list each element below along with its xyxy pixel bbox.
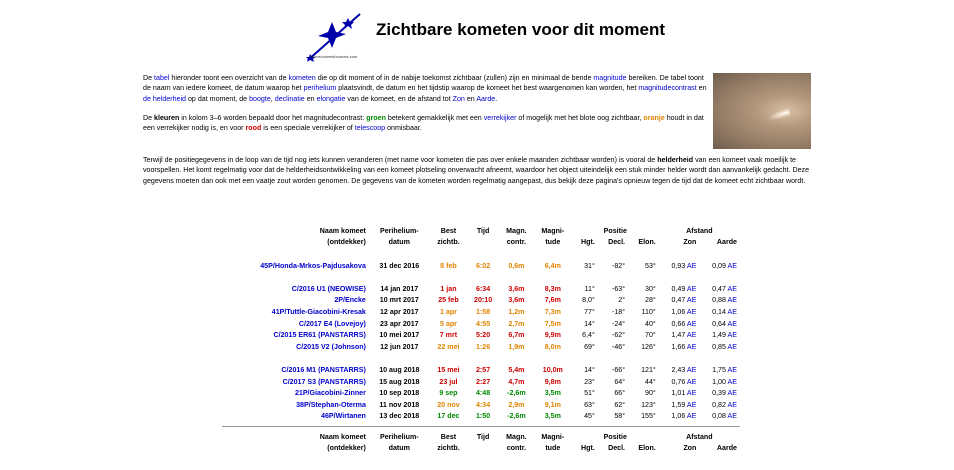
spacer-row	[222, 353, 740, 365]
comet-name-link[interactable]: 21P/Giacobini-Zinner	[294, 389, 366, 398]
value-tude: 6,4m	[544, 261, 561, 270]
value-hoogte: 6,4°	[582, 331, 595, 340]
text-link[interactable]: kometen	[288, 74, 316, 82]
value-zon	[659, 260, 700, 272]
value-declinatie: 58°	[614, 412, 626, 421]
value-best: 23 jul	[439, 377, 458, 386]
text-segment: rood	[245, 124, 262, 133]
value-tude: 8,0m	[544, 342, 561, 351]
text-segment: en	[464, 94, 477, 103]
header-hoogte: Hgt.	[581, 444, 595, 453]
text-link[interactable]: magnitudecontrast	[638, 84, 697, 93]
value-contr: 1,2m	[508, 307, 525, 316]
ae-unit-link[interactable]: AE	[686, 307, 697, 316]
text-segment: en	[304, 94, 317, 103]
value-tijd: 6:34	[475, 284, 491, 293]
value-best: 9 sep	[439, 389, 458, 398]
value-best: 1 jan	[440, 284, 457, 293]
ae-unit-link[interactable]: AE	[686, 389, 697, 398]
distance-value: 1,06	[671, 412, 687, 421]
header-positie[interactable]: Positie	[603, 432, 627, 441]
header-declinatie[interactable]: Decl.	[608, 238, 626, 247]
perihelium-date: 15 aug 2018	[379, 377, 420, 386]
value-elongatie: 53°	[645, 261, 656, 270]
value-zon	[659, 306, 700, 318]
value-contr: 3,6m	[508, 284, 525, 293]
ae-unit-link[interactable]: AE	[686, 377, 697, 386]
header-tijd-2	[467, 443, 499, 455]
value-declinatie: -24°	[611, 319, 626, 328]
value-best: 7 mrt	[439, 331, 458, 340]
value-contr: 4,7m	[508, 377, 525, 386]
value-best: 1 apr	[439, 307, 457, 316]
text-segment: of mogelijk met het blote oog zichtbaar,	[516, 113, 644, 122]
distance-value: 0,85	[712, 342, 728, 351]
comet-row	[222, 295, 740, 307]
comet-row	[222, 260, 740, 272]
header-perihelium[interactable]: Perihelium-	[379, 432, 419, 441]
text-link[interactable]: boogte	[249, 94, 271, 103]
value-contr: 2,9m	[508, 400, 525, 409]
value-hoogte: 63°	[584, 400, 595, 409]
comet-name-link[interactable]: 46P/Wirtanen	[321, 412, 366, 421]
ae-unit-link[interactable]: AE	[727, 389, 737, 398]
header-row-2	[222, 237, 740, 249]
comet-glow	[767, 108, 790, 122]
value-hoogte: 45°	[584, 412, 595, 421]
header-zichtb: zichtb.	[437, 444, 460, 453]
value-tude: 7,3m	[544, 307, 561, 316]
value-zon	[659, 341, 700, 353]
text-segment: .	[495, 94, 498, 103]
value-best: 5 apr	[439, 319, 457, 328]
value-declinatie: -62°	[611, 331, 626, 340]
value-tijd: 1:58	[475, 307, 491, 316]
spacer-cell	[222, 248, 740, 260]
intro-paragraph-2	[143, 113, 709, 134]
value-tude: 9,1m	[544, 400, 561, 409]
value-zon	[659, 295, 700, 307]
header-aarde[interactable]: Aarde	[716, 238, 737, 247]
value-tude: 10,0m	[542, 365, 563, 374]
ae-unit-link[interactable]: AE	[686, 412, 697, 421]
value-declinatie: 2°	[618, 296, 626, 305]
header-datum: datum	[388, 444, 410, 453]
value-tude: 8,3m	[544, 284, 561, 293]
text-segment: in kolom 3–6 worden bepaald door het magnitudecontrast:	[179, 113, 367, 122]
value-aarde	[699, 283, 740, 295]
ae-unit-link[interactable]: AE	[727, 412, 737, 421]
comet-name-link[interactable]: 45P/Honda-Mrkos-Pajdusakova	[260, 261, 366, 270]
value-aarde	[699, 341, 740, 353]
header-best: Best	[440, 432, 457, 441]
header-contr: contr.	[506, 238, 527, 247]
text-segment: bereiken. De tabel toont de naam van iedere komeet, de datum waarop het	[143, 74, 704, 93]
text-segment: die op dit moment of in de nabije toekomst zichtbaar (zullen) zijn en minimaal de bende	[315, 74, 594, 82]
text-segment: en	[696, 84, 707, 93]
header-elongatie[interactable]: Elon.	[638, 444, 656, 453]
comet-name-link[interactable]: 38P/Stephan-Oterma	[296, 400, 366, 409]
value-hoogte: 8,0°	[582, 296, 595, 305]
spacer-row	[222, 248, 740, 260]
value-elongatie: 121°	[641, 365, 656, 374]
text-link[interactable]: telescoop	[354, 124, 386, 133]
header-row-1	[222, 225, 740, 237]
text-segment: van de komeet, en de afstand tot	[345, 94, 453, 103]
value-contr: 0,6m	[508, 261, 525, 270]
header-best: Best	[440, 226, 457, 235]
comet-name-link[interactable]: 2P/Encke	[334, 296, 366, 305]
text-link[interactable]: tabel	[154, 74, 170, 82]
comet-photo	[713, 73, 811, 149]
header-aarde[interactable]: Aarde	[716, 444, 737, 453]
value-elongatie: 70°	[645, 331, 656, 340]
distance-value: 0,93	[671, 261, 687, 270]
distance-value: 1,06	[671, 307, 687, 316]
value-tude: 9,9m	[544, 331, 561, 340]
distance-value: 0,08	[712, 412, 728, 421]
value-tude: 3,5m	[544, 389, 561, 398]
header-zichtb: zichtb.	[437, 238, 460, 247]
value-declinatie: -66°	[611, 365, 626, 374]
perihelium-date: 12 apr 2017	[379, 307, 419, 316]
value-tude: 7,5m	[544, 319, 561, 328]
value-elongatie: 155°	[641, 412, 656, 421]
text-link[interactable]: Zon	[452, 94, 465, 103]
value-tijd: 1:26	[475, 342, 491, 351]
value-contr: 5,4m	[508, 365, 525, 374]
text-segment: kleuren	[154, 113, 180, 122]
perihelium-date: 12 jun 2017	[380, 342, 419, 351]
value-best: 25 feb	[438, 296, 459, 305]
comet-row	[222, 411, 740, 423]
value-contr: -2,6m	[507, 389, 526, 398]
spacer-cell	[222, 271, 740, 283]
value-hoogte: 77°	[584, 307, 595, 316]
header-ontdekker: (ontdekker)	[327, 238, 366, 247]
perihelium-date: 10 mei 2017	[379, 331, 420, 340]
value-aarde	[699, 411, 740, 423]
header-hoogte: Hgt.	[581, 238, 595, 247]
spacer-cell	[222, 353, 740, 365]
ae-unit-link[interactable]: AE	[686, 319, 697, 328]
comet-name-link[interactable]: 41P/Tuttle-Giacobini-Kresak	[271, 307, 366, 316]
comet-row	[222, 399, 740, 411]
comet-name-link[interactable]: C/2015 ER61 (PANSTARRS)	[273, 331, 366, 340]
perihelium-date: 13 dec 2018	[379, 412, 420, 421]
value-tijd: 4:34	[475, 400, 491, 409]
header-ontdekker: (ontdekker)	[327, 444, 366, 453]
value-zon	[659, 283, 700, 295]
value-aarde	[699, 364, 740, 376]
value-best: 22 mei	[437, 342, 460, 351]
comets-table	[222, 225, 740, 454]
ae-unit-link[interactable]: AE	[686, 342, 697, 351]
text-link[interactable]: Aarde	[476, 94, 496, 103]
value-contr: 1,9m	[508, 342, 525, 351]
comet-row	[222, 341, 740, 353]
value-aarde	[699, 260, 740, 272]
distance-value: 0,39	[712, 389, 728, 398]
value-aarde	[699, 295, 740, 307]
value-declinatie: 66°	[614, 389, 626, 398]
value-tijd: 20:10	[474, 296, 493, 305]
header-contr: contr.	[506, 444, 527, 453]
perihelium-date: 10 aug 2018	[379, 365, 420, 374]
perihelium-date: 10 sep 2018	[379, 389, 420, 398]
ae-unit-link[interactable]: AE	[727, 342, 737, 351]
text-segment: hieronder toont een overzicht van de	[169, 74, 289, 82]
comet-row	[222, 329, 740, 341]
distance-value: 0,64	[712, 319, 728, 328]
ae-unit-link[interactable]: AE	[727, 307, 737, 316]
value-elongatie: 123°	[641, 400, 656, 409]
distance-value: 1,47	[671, 331, 687, 340]
value-tude: 9,8m	[544, 377, 561, 386]
text-segment: betekent gemakkelijk met een	[385, 113, 484, 122]
header-magnitude[interactable]: Magni-	[541, 432, 565, 441]
text-link[interactable]: perihelium	[303, 84, 337, 93]
header-tude: tude	[545, 444, 561, 453]
header-tude: tude	[545, 238, 561, 247]
distance-value: 1,00	[712, 377, 728, 386]
value-contr: 3,6m	[508, 296, 525, 305]
text-link[interactable]: declinatie	[274, 94, 305, 103]
value-hoogte: 31°	[584, 261, 595, 270]
value-hoogte: 23°	[584, 377, 595, 386]
value-elongatie: 44°	[645, 377, 656, 386]
text-segment: is een speciale verrekijker of	[261, 124, 355, 133]
value-best: 17 dec	[437, 412, 460, 421]
ae-unit-link[interactable]: AE	[686, 261, 697, 270]
text-link[interactable]: de helderheid	[143, 94, 186, 103]
distance-value: 1,59	[671, 400, 687, 409]
comets-table-wrap	[222, 225, 740, 454]
distance-value: 0,14	[712, 307, 728, 316]
comet-row	[222, 283, 740, 295]
text-segment: ,	[270, 94, 275, 103]
intro-paragraph-3	[143, 155, 813, 186]
ae-unit-link[interactable]: AE	[686, 365, 697, 374]
distance-value: 0,49	[671, 284, 687, 293]
text-segment: plaatsvindt, de datum en het tijdstip waarop de komeet het best waargenomen kan worden, het	[336, 84, 639, 93]
ae-unit-link[interactable]: AE	[727, 319, 737, 328]
value-tijd: 2:57	[475, 365, 491, 374]
header-declinatie[interactable]: Decl.	[608, 444, 626, 453]
value-tijd: 4:55	[475, 319, 491, 328]
header-tijd: Tijd	[476, 432, 490, 441]
value-elongatie: 30°	[645, 284, 656, 293]
value-zon	[659, 411, 700, 423]
text-segment: Terwijl de positiegegevens in de loop van de tijd nog iets kunnen veranderen (met name voor kometen die pas over enkele maanden zichtbaar worden) is vooral de	[143, 156, 658, 164]
distance-value: 0,76	[671, 377, 687, 386]
value-zon	[659, 364, 700, 376]
comet-name-link[interactable]: C/2017 S3 (PANSTARRS)	[282, 377, 366, 386]
value-zon	[659, 376, 700, 388]
value-elongatie: 90°	[645, 389, 656, 398]
value-tijd: 6:02	[475, 261, 491, 270]
header-naam: Naam komeet	[319, 226, 366, 235]
value-elongatie: 40°	[645, 319, 656, 328]
distance-value: 0,88	[712, 296, 728, 305]
distance-value: 0,47	[671, 296, 687, 305]
text-link[interactable]: elongatie	[316, 94, 346, 103]
text-segment: houdt in dat een verrekijker nodig is, en voor	[143, 113, 704, 133]
header-afstand: Afstand	[686, 226, 713, 235]
text-segment: op dat moment, de	[186, 94, 250, 103]
comet-name-link[interactable]: C/2017 E4 (Lovejoy)	[298, 319, 366, 328]
header-zon[interactable]: Zon	[683, 444, 697, 453]
header-magn-contr[interactable]: Magn.	[506, 226, 527, 235]
header-perihelium[interactable]: Perihelium-	[379, 226, 419, 235]
value-tude: 7,6m	[544, 296, 561, 305]
header-positie[interactable]: Positie	[603, 226, 627, 235]
header-row-2-footer	[222, 443, 740, 455]
value-zon	[659, 329, 700, 341]
value-tude: 3,5m	[544, 412, 561, 421]
header-tijd: Tijd	[476, 226, 490, 235]
distance-value: 1,49	[712, 331, 728, 340]
header-naam: Naam komeet	[319, 432, 366, 441]
page-title: Zichtbare kometen voor dit moment	[376, 20, 666, 39]
comet-row	[222, 318, 740, 330]
distance-value: 1,01	[671, 389, 687, 398]
ae-unit-link[interactable]: AE	[686, 400, 697, 409]
value-hoogte: 69°	[584, 342, 595, 351]
header-tijd-2	[467, 237, 499, 249]
value-declinatie: -18°	[611, 307, 626, 316]
comet-row	[222, 306, 740, 318]
text-segment: onmisbaar.	[385, 124, 422, 133]
text-segment: oranje	[643, 113, 665, 122]
text-link[interactable]: verrekijker	[483, 113, 517, 122]
perihelium-date: 31 dec 2016	[379, 261, 420, 270]
header-datum: datum	[388, 238, 410, 247]
value-declinatie: -46°	[611, 342, 626, 351]
text-segment: helderheid	[657, 156, 694, 164]
value-aarde	[699, 306, 740, 318]
value-contr: 2,7m	[508, 319, 525, 328]
text-segment: groen	[366, 113, 386, 122]
value-tijd: 5:20	[475, 331, 491, 340]
distance-value: 1,66	[671, 342, 687, 351]
value-hoogte: 11°	[584, 284, 595, 293]
value-hoogte: 51°	[584, 389, 595, 398]
header-elongatie[interactable]: Elon.	[638, 238, 656, 247]
value-tijd: 1:50	[475, 412, 491, 421]
ae-unit-link[interactable]: AE	[727, 377, 737, 386]
comet-name-link[interactable]: C/2016 U1 (NEOWISE)	[291, 284, 366, 293]
header-zon[interactable]: Zon	[683, 238, 697, 247]
header-row-1-footer	[222, 431, 740, 443]
distance-value: 0,66	[671, 319, 687, 328]
distance-value: 0,09	[712, 261, 728, 270]
ae-unit-link[interactable]: AE	[727, 296, 737, 305]
value-aarde	[699, 318, 740, 330]
value-declinatie: 62°	[614, 400, 626, 409]
value-aarde	[699, 376, 740, 388]
value-elongatie: 126°	[641, 342, 656, 351]
comet-name-link[interactable]: C/2015 V2 (Johnson)	[296, 342, 366, 351]
ae-unit-link[interactable]: AE	[727, 365, 737, 374]
ae-unit-link[interactable]: AE	[686, 331, 697, 340]
value-zon	[659, 399, 700, 411]
text-link[interactable]: magnitude	[593, 74, 627, 82]
value-elongatie: 28°	[645, 296, 656, 305]
value-aarde	[699, 387, 740, 399]
intro-paragraph-1	[143, 73, 709, 104]
value-aarde	[699, 399, 740, 411]
comet-row	[222, 376, 740, 388]
logo-caption: home/comets/comets.com	[310, 54, 358, 59]
value-contr: 6,7m	[508, 331, 525, 340]
text-segment: De	[143, 113, 155, 122]
header-magnitude[interactable]: Magni-	[541, 226, 565, 235]
value-zon	[659, 318, 700, 330]
perihelium-date: 14 jan 2017	[380, 284, 419, 293]
intro-text	[143, 73, 709, 142]
distance-value: 0,82	[712, 400, 728, 409]
ae-unit-link[interactable]: AE	[727, 261, 737, 270]
comet-row	[222, 387, 740, 399]
value-tijd: 2:27	[475, 377, 491, 386]
value-tijd: 4:48	[475, 389, 491, 398]
value-elongatie: 110°	[641, 307, 656, 316]
ae-unit-link[interactable]: AE	[686, 296, 697, 305]
perihelium-date: 23 apr 2017	[379, 319, 419, 328]
ae-unit-link[interactable]: AE	[727, 284, 737, 293]
distance-value: 2,43	[671, 365, 687, 374]
distance-value: 0,47	[712, 284, 728, 293]
value-hoogte: 14°	[584, 365, 595, 374]
distance-value: 1,75	[712, 365, 728, 374]
value-best: 20 nov	[437, 400, 460, 409]
value-best: 15 mei	[437, 365, 460, 374]
header-magn-contr[interactable]: Magn.	[506, 432, 527, 441]
comet-name-link[interactable]: C/2016 M1 (PANSTARRS)	[281, 365, 366, 374]
value-declinatie: -82°	[611, 261, 626, 270]
value-contr: -2,6m	[507, 412, 526, 421]
value-zon	[659, 387, 700, 399]
value-declinatie: -63°	[611, 284, 626, 293]
text-segment: De	[143, 74, 155, 82]
perihelium-date: 10 mrt 2017	[379, 296, 419, 305]
value-declinatie: 64°	[614, 377, 626, 386]
comet-row	[222, 364, 740, 376]
ae-unit-link[interactable]: AE	[727, 400, 737, 409]
spacer-row	[222, 271, 740, 283]
perihelium-date: 11 nov 2018	[379, 400, 420, 409]
value-best: 8 feb	[440, 261, 457, 270]
value-aarde	[699, 329, 740, 341]
text-segment: van een komeet vaak moeilijk te voorspellen. Het komt regelmatig voor dat de helderheidsontwikkeling van een komeet plotseling onverwacht afneemt, waardoor het object uiteindelijk een stuk minder helder wordt dan aanvankelijk gedacht. Deze gegevens moeten dan ook met een vaatje zout worden genomen. De gegevens van de kometen worden regelmatig aangepast, dus bekijk deze pagina's opnieuw tegen de tijd dat de komeet echt zichtbaar wordt.	[143, 156, 810, 185]
ae-unit-link[interactable]: AE	[686, 284, 697, 293]
header-afstand: Afstand	[686, 432, 713, 441]
ae-unit-link[interactable]: AE	[727, 331, 737, 340]
value-hoogte: 14°	[584, 319, 595, 328]
